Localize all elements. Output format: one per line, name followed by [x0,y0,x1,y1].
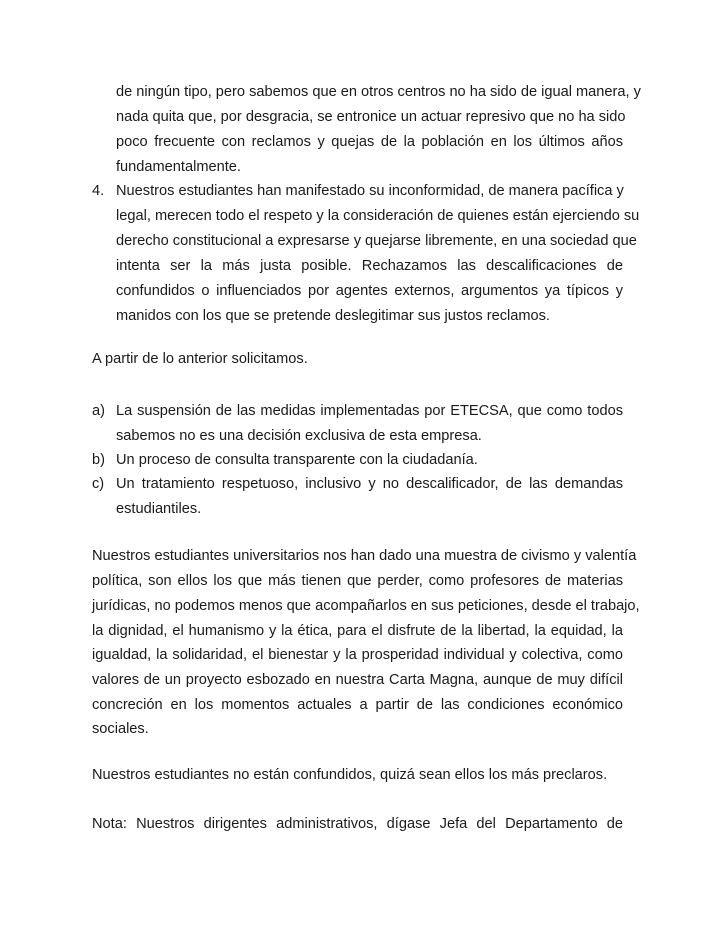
text-line: estudiantiles. [116,501,202,517]
text-line: Un proceso de consulta transparente con la ciudadanía. [116,452,478,468]
text-line: manidos con los que se pretende deslegitimar sus justos reclamos. [116,308,550,324]
note-line: Nota: Nuestros dirigentes administrativos, dígase Jefa del Departamento de [92,816,623,832]
text-line: concreción en los momentos actuales a partir de las condiciones económico [92,697,623,713]
text-line: de ningún tipo, pero sabemos que en otros centros no ha sido de igual manera, y [116,84,641,100]
text-line: política, son ellos los que más tienen que perder, como profesores de materias [92,573,623,589]
list-marker: c) [92,476,105,492]
text-line: valores de un proyecto esbozado en nuestra Carta Magna, aunque de muy difícil [92,672,623,688]
text-line: confundidos o influenciados por agentes externos, argumentos ya típicos y [116,283,623,299]
text-line: intenta ser la más justa posible. Rechazamos las descalificaciones de [116,258,623,274]
list-marker: b) [92,452,105,468]
list-number: 4. [92,183,105,199]
text-line: poco frecuente con reclamos y quejas de la población en los últimos años [116,134,623,150]
text-line: fundamentalmente. [116,159,241,175]
text-line: nada quita que, por desgracia, se entronice un actuar represivo que no ha sido [116,109,626,125]
text-line: derecho constitucional a expresarse y quejarse libremente, en una sociedad que [116,233,637,249]
text-line: jurídicas, no podemos menos que acompañarlos en sus peticiones, desde el trabajo, [92,598,640,614]
text-line: sociales. [92,721,149,737]
text-line: Nuestros estudiantes han manifestado su inconformidad, de manera pacífica y [116,183,624,199]
text-line: sabemos no es una decisión exclusiva de esta empresa. [116,428,482,444]
text-line: Nuestros estudiantes universitarios nos han dado una muestra de civismo y valentía [92,548,637,564]
request-intro: A partir de lo anterior solicitamos. [92,351,308,367]
text-line: la dignidad, el humanismo y la ética, para el disfrute de la libertad, la equidad, la [92,623,623,639]
clarity-paragraph: Nuestros estudiantes no están confundidos, quizá sean ellos los más preclaros. [92,767,608,783]
list-marker: a) [92,403,105,419]
text-line: legal, merecen todo el respeto y la consideración de quienes están ejerciendo su [116,208,640,224]
text-line: La suspensión de las medidas implementadas por ETECSA, que como todos [116,403,623,419]
text-line: igualdad, la solidaridad, el bienestar y la prosperidad individual y colectiva, como [92,647,623,663]
text-line: Un tratamiento respetuoso, inclusivo y no descalificador, de las demandas [116,476,623,492]
